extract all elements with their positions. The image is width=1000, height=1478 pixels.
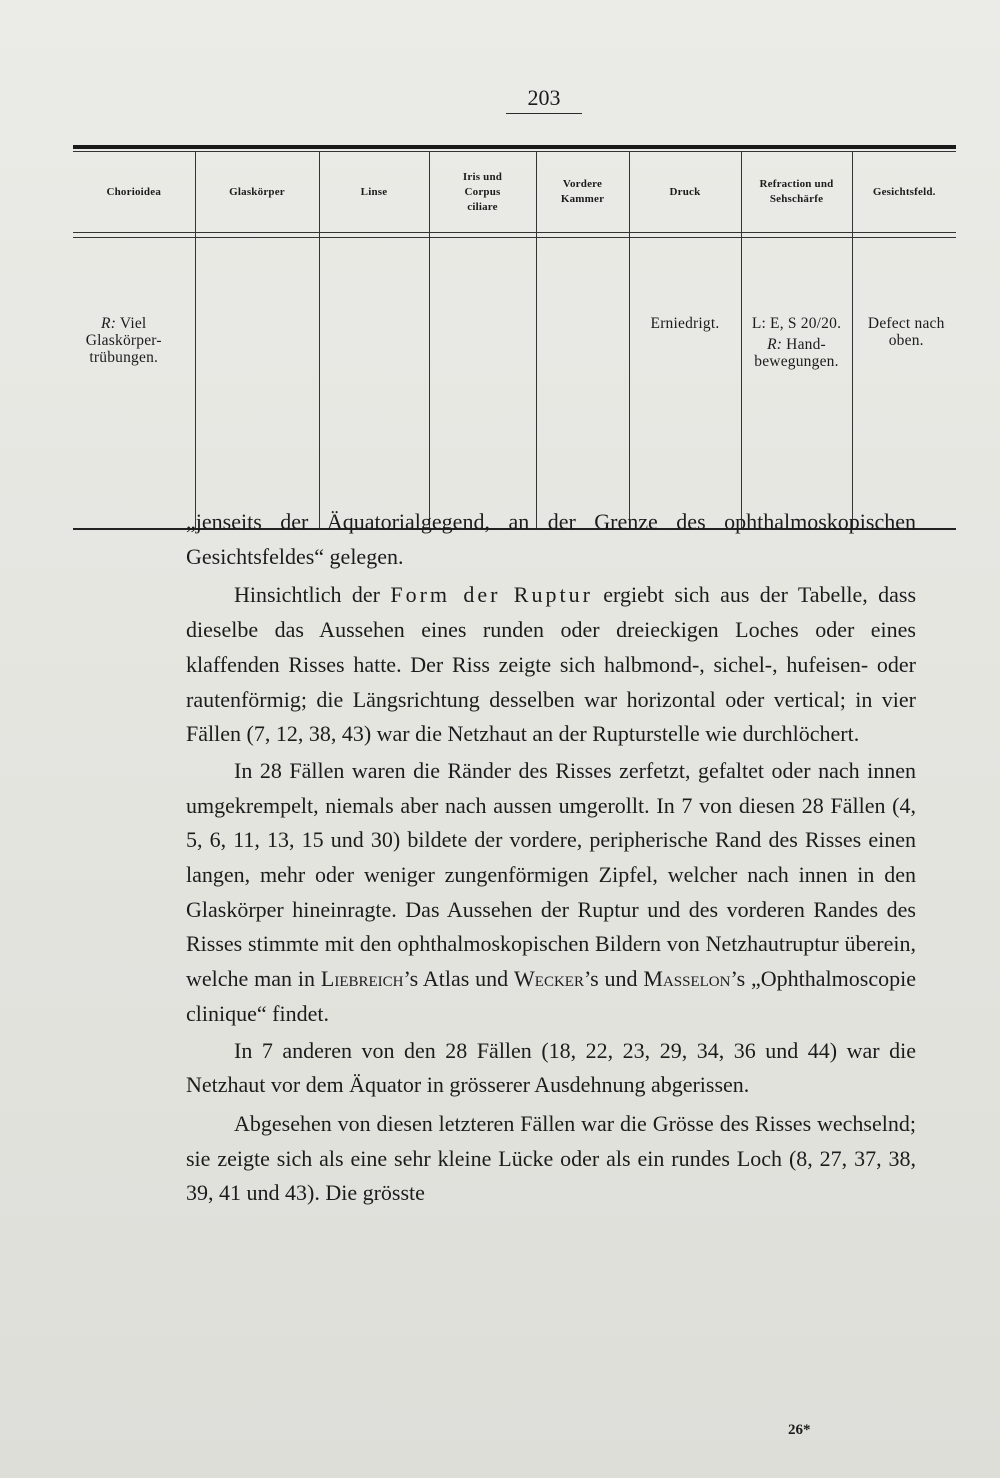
paragraph-1: „jenseits der Äquatorialgegend, an der Grenze des ophthalmoskopischen Gesichtsfeldes“ gelegen. — [186, 509, 916, 569]
chorioidea-finding: Viel Glaskörper-trübungen. — [85, 315, 162, 366]
refraction-right-eye-text: Hand-bewegungen. — [754, 336, 839, 370]
cell-chorioidea — [73, 238, 195, 529]
cell-iris — [429, 238, 536, 529]
author-wecker: Wecker — [514, 966, 584, 992]
paragraph-2-rest: ergiebt sich aus der Tabelle, dass dieselbe das Aussehen eines runden oder dreieckigen Loches oder eines klaffenden Risses hatte. Der Riss zeigte sich halbmond-, sichel-, hufeisen- oder rautenförmig; die Längsrichtung desselben war horizontal oder vertical; in vier Fällen (7, 12, 38, 43) war die Netzhaut an der Rupturstelle wie durchlöchert. — [186, 582, 917, 747]
paragraph-3-mid-1: ’s Atlas und — [403, 966, 509, 992]
header-chorioidea: Chorioidea — [106, 185, 162, 198]
refraction-right-eye — [742, 336, 852, 370]
right-eye-label: R: — [101, 315, 117, 332]
header-druck: Druck — [629, 152, 741, 233]
findings-table-grid — [73, 152, 956, 528]
refraction-left-eye: L: E, S 20/20. — [751, 315, 842, 332]
cell-refraction — [741, 238, 852, 529]
body-text — [186, 505, 916, 1211]
paragraph-3-mid-2: ’s und — [583, 966, 638, 992]
sheet-signature: 26* — [788, 1422, 811, 1438]
page-number: 203 — [506, 85, 582, 114]
header-glaskoerper: Glaskörper — [195, 152, 319, 233]
paragraph-2-start: Hinsichtlich der — [234, 582, 380, 608]
paragraph-2-emphasis: Form der Ruptur — [390, 582, 593, 608]
cell-glaskoerper — [195, 238, 319, 529]
header-linse: Linse — [319, 152, 429, 233]
paragraph-4: In 7 anderen von den 28 Fällen (18, 22, 23, 29, 34, 36 und 44) war die Netzhaut vor dem Äquator in grösserer Ausdehnung abgerissen. — [186, 1037, 916, 1098]
author-liebreich: Liebreich — [320, 966, 404, 992]
author-masselon: Masselon — [643, 966, 731, 992]
header-vordere-kammer: Vordere Kammer — [536, 152, 629, 233]
gesichtsfeld-value: Defect nach oben. — [867, 315, 945, 349]
table-top-rule — [73, 145, 956, 149]
cell-druck — [629, 238, 741, 529]
druck-value: Erniedrigt. — [650, 315, 720, 332]
cell-linse — [319, 238, 429, 529]
paragraph-3-start: In 28 Fällen waren die Ränder des Risses zerfetzt, gefaltet oder nach innen umgekrempelt, niemals aber nach aussen umgerollt. In 7 von diesen 28 Fällen (4, 5, 6, 11, 13, 15 und 30) bildete der vordere, peripherische Rand des Risses einen langen, mehr oder weniger zungenförmigen Zipfel, welcher nach innen in den Glaskörper hineinragte. Das Aussehen der Ruptur und des vorderen Randes des Risses stimmte mit den ophthalmoskopischen Bildern von Netzhautruptur überein, welche man in — [186, 757, 916, 992]
cell-gesichtsfeld — [852, 238, 956, 529]
header-iris-corpus-ciliare: Iris und Corpus ciliare — [429, 152, 536, 233]
paragraph-3-end: ’s „Ophthalmoscopie clinique“ findet. — [186, 966, 916, 1026]
paragraph-2 — [186, 578, 916, 752]
paragraph-5: Abgesehen von diesen letzteren Fällen war die Grösse des Risses wechselnd; sie zeigte sich als eine sehr kleine Lücke oder als ein rundes Loch (8, 27, 37, 38, 39, 41 und 43). Die grösste — [186, 1110, 916, 1206]
cell-vordere-kammer — [536, 238, 629, 529]
header-refraction: Refraction und Sehschärfe — [741, 152, 852, 233]
header-gesichtsfeld: Gesichtsfeld. — [852, 152, 956, 233]
paragraph-3 — [186, 754, 916, 1032]
right-eye-label-2: R: — [767, 336, 783, 353]
table-row — [73, 238, 956, 529]
findings-table — [73, 145, 956, 530]
